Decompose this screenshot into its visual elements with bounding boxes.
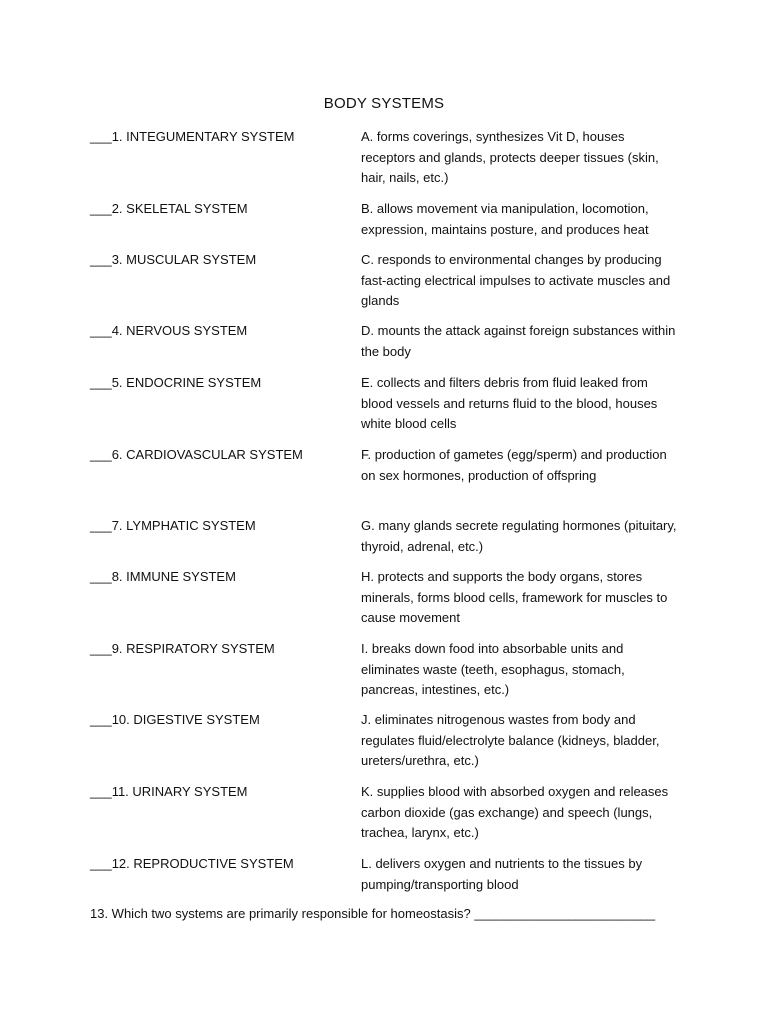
system-description: J. eliminates nitrogenous wastes from body and regulates fluid/electrolyte balance (kidneys, bladder, ureters/urethra, etc.) [361,712,660,768]
system-label: ___2. SKELETAL SYSTEM [90,201,248,216]
system-label: ___4. NERVOUS SYSTEM [90,323,248,338]
system-label: ___8. IMMUNE SYSTEM [90,569,236,584]
system-description: F. production of gametes (egg/sperm) and production on sex hormones, production of offspring [361,447,667,483]
system-label: ___6. CARDIOVASCULAR SYSTEM [90,447,303,462]
system-description: B. allows movement via manipulation, locomotion, expression, maintains posture, and produces heat [361,201,649,237]
system-description: A. forms coverings, synthesizes Vit D, houses receptors and glands, protects deeper tissues (skin, hair, nails, etc.) [361,129,659,185]
system-label: ___7. LYMPHATIC SYSTEM [90,518,256,533]
system-label: ___11. URINARY SYSTEM [90,784,248,799]
system-label: ___12. REPRODUCTIVE SYSTEM [90,856,294,871]
system-description: C. responds to environmental changes by producing fast-acting electrical impulses to activate muscles and glands [361,252,671,308]
page-title: BODY SYSTEMS [323,95,445,112]
system-description: H. protects and supports the body organs, stores minerals, forms blood cells, framework for muscles to cause movement [361,569,668,625]
system-description: E. collects and filters debris from fluid leaked from blood vessels and returns fluid to the blood, houses white blood cells [361,375,658,431]
system-description: L. delivers oxygen and nutrients to the tissues by pumping/transporting blood [361,856,643,892]
system-description: I. breaks down food into absorbable units and eliminates waste (teeth, esophagus, stomach, pancreas, intestines, etc.) [361,641,625,697]
system-description: D. mounts the attack against foreign substances within the body [361,323,676,359]
system-label: ___1. INTEGUMENTARY SYSTEM [90,129,295,144]
system-description: G. many glands secrete regulating hormones (pituitary, thyroid, adrenal, etc.) [361,518,677,554]
system-description: K. supplies blood with absorbed oxygen and releases carbon dioxide (gas exchange) and speech (lungs, trachea, larynx, etc.) [361,784,669,840]
system-label: ___5. ENDOCRINE SYSTEM [90,375,262,390]
system-label: ___3. MUSCULAR SYSTEM [90,252,257,267]
system-label: ___10. DIGESTIVE SYSTEM [90,712,260,727]
homeostasis-question: 13. Which two systems are primarily responsible for homeostasis? _________________________ [90,906,656,921]
system-label: ___9. RESPIRATORY SYSTEM [90,641,275,656]
